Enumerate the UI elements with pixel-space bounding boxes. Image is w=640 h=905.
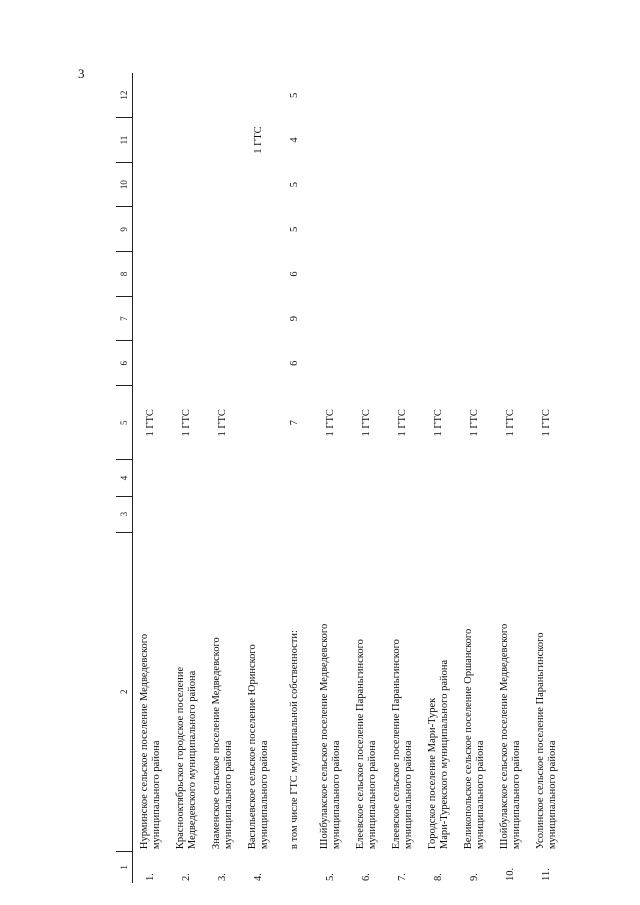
cell-c10 (457, 162, 493, 207)
cell-c7: 9 (289, 315, 300, 322)
cell-c11 (205, 118, 241, 163)
settlement-name-line-1: Усолинское сельское поселение Параньгинского (535, 632, 546, 850)
column-header: 4 (116, 460, 133, 496)
column-header: 3 (116, 496, 133, 532)
cell-c5: 1 ГТС (361, 409, 372, 437)
column-header: 1 (116, 851, 133, 883)
table-row (205, 73, 241, 883)
column-header: 11 (116, 118, 133, 163)
cell-c7 (493, 296, 529, 341)
cell-c11 (349, 118, 385, 163)
settlement-name (349, 532, 385, 851)
settlement-name-line-1: Шойбулакское сельское поселение Медведевского (319, 623, 330, 850)
cell-c11 (385, 118, 421, 163)
cell-c10 (349, 162, 385, 207)
row-number: 10. (505, 867, 516, 881)
cell-c5: 1 ГТС (541, 409, 552, 437)
row-number: 8. (433, 873, 444, 881)
cell-col-3 (349, 496, 385, 532)
cell-c9 (385, 207, 421, 252)
cell-c12 (349, 73, 385, 118)
cell-c6 (421, 341, 457, 386)
cell-c5: 1 ГТС (217, 409, 228, 437)
row-number: 7. (397, 873, 408, 881)
cell-c6 (205, 341, 241, 386)
settlement-name-line-1: Шойбулакское сельское поселение Медведевского (499, 623, 510, 850)
cell-c8: 6 (289, 271, 300, 277)
cell-c11 (457, 118, 493, 163)
cell-c7 (529, 296, 565, 341)
cell-c6: 6 (289, 360, 300, 366)
settlement-name (457, 532, 493, 851)
cell-c5: 1 ГТС (505, 409, 516, 437)
cell-col-4 (133, 460, 170, 496)
settlement-name-line-2: муниципального района (223, 740, 234, 850)
settlement-name-line-1: Елеевское сельское поселение Параньгинского (391, 639, 402, 850)
cell-col-3 (493, 496, 529, 532)
cell-col-3 (457, 496, 493, 532)
cell-c9 (421, 207, 457, 252)
settlement-name-line-2: муниципального района (547, 740, 558, 850)
row-number (277, 851, 313, 883)
cell-c8 (313, 252, 349, 297)
settlement-name-line-1: в том числе ГТС муниципальной собственности: (289, 630, 300, 850)
cell-c10 (493, 162, 529, 207)
cell-c6 (169, 341, 205, 386)
cell-c8 (133, 252, 170, 297)
settlement-name-line-2: муниципального района (403, 740, 414, 850)
settlement-name (313, 532, 349, 851)
table-header-row (116, 73, 133, 883)
settlement-name-line-1: Городское поселение Мари-Турек (427, 697, 438, 850)
cell-c10 (205, 162, 241, 207)
settlement-name-line-2: муниципального района (259, 740, 270, 850)
cell-c12 (313, 73, 349, 118)
cell-c12 (133, 73, 170, 118)
cell-col-4 (385, 460, 421, 496)
cell-c8 (349, 252, 385, 297)
settlement-name (205, 532, 241, 851)
table-row (457, 73, 493, 883)
cell-c9 (133, 207, 170, 252)
cell-c12 (241, 73, 277, 118)
cell-c11 (421, 118, 457, 163)
cell-c7 (133, 296, 170, 341)
cell-c8 (205, 252, 241, 297)
settlement-name-line-2: муниципального района (151, 740, 162, 850)
settlement-name-line-2: муниципального района (331, 740, 342, 850)
settlement-name-line-1: Знаменское сельское поселение Медведевского (211, 637, 222, 850)
table-row (169, 73, 205, 883)
cell-c10 (385, 162, 421, 207)
settlement-name-line-2: муниципального района (475, 740, 486, 850)
cell-c11 (529, 118, 565, 163)
cell-c9 (313, 207, 349, 252)
settlement-name-line-2: муниципального района (367, 740, 378, 850)
cell-c7 (241, 296, 277, 341)
cell-col-4 (457, 460, 493, 496)
cell-c6 (349, 341, 385, 386)
settlement-name-line-1: Великопольское сельское поселение Оршанского (463, 628, 474, 850)
cell-c5: 1 ГТС (397, 409, 408, 437)
cell-col-4 (277, 460, 313, 496)
row-number: 9. (469, 873, 480, 881)
settlement-name (169, 532, 205, 851)
page-number: 3 (78, 66, 85, 81)
cell-col-3 (277, 496, 313, 532)
table-row (385, 73, 421, 883)
settlement-name-line-1: Васильевское сельское поселение Юринского (247, 644, 258, 850)
cell-c12 (421, 73, 457, 118)
cell-c6 (313, 341, 349, 386)
cell-c6 (457, 341, 493, 386)
column-header: 10 (116, 162, 133, 207)
settlement-name (277, 532, 313, 851)
row-number: 4. (253, 873, 264, 881)
row-number: 5. (325, 873, 336, 881)
table-row (277, 73, 313, 883)
cell-c8 (493, 252, 529, 297)
cell-c12 (385, 73, 421, 118)
cell-col-3 (529, 496, 565, 532)
cell-col-4 (241, 460, 277, 496)
cell-col-3 (385, 496, 421, 532)
cell-c11 (133, 118, 170, 163)
cell-c5: 1 ГТС (433, 409, 444, 437)
column-header: 7 (116, 296, 133, 341)
table-row (313, 73, 349, 883)
cell-c8 (457, 252, 493, 297)
cell-c5: 1 ГТС (181, 409, 192, 437)
settlement-name (421, 532, 457, 851)
cell-col-4 (421, 460, 457, 496)
cell-c9 (349, 207, 385, 252)
cell-col-4 (313, 460, 349, 496)
settlement-name-line-1: Краснооктябрьское городское поселение (175, 666, 186, 850)
cell-c6 (133, 341, 170, 386)
row-number: 3. (217, 873, 228, 881)
cell-col-3 (241, 496, 277, 532)
cell-c5: 1 ГТС (469, 409, 480, 437)
gts-table (116, 73, 565, 883)
cell-c10 (421, 162, 457, 207)
settlement-name-line-1: Елеевское сельское поселение Параньгинского (355, 639, 366, 850)
cell-c5: 7 (289, 420, 300, 426)
cell-c12 (169, 73, 205, 118)
cell-c6 (385, 341, 421, 386)
column-header: 2 (116, 532, 133, 851)
cell-c9 (241, 207, 277, 252)
settlement-name (133, 532, 170, 851)
table-row (493, 73, 529, 883)
cell-c11 (169, 118, 205, 163)
cell-col-4 (169, 460, 205, 496)
cell-c9 (169, 207, 205, 252)
cell-c7 (169, 296, 205, 341)
cell-c7 (421, 296, 457, 341)
settlement-name (493, 532, 529, 851)
row-number: 6. (361, 873, 372, 881)
cell-c7 (385, 296, 421, 341)
cell-c11: 1 ГТС (253, 126, 264, 154)
cell-c10 (133, 162, 170, 207)
settlement-name-line-2: Медведевского муниципального района (187, 670, 198, 850)
cell-c6 (529, 341, 565, 386)
cell-c12 (529, 73, 565, 118)
cell-col-3 (169, 496, 205, 532)
cell-col-3 (205, 496, 241, 532)
cell-c5: 1 ГТС (325, 409, 336, 437)
cell-c9 (493, 207, 529, 252)
cell-c11 (493, 118, 529, 163)
cell-c8 (529, 252, 565, 297)
settlement-name-line-2: муниципального района (511, 740, 522, 850)
row-number: 11. (541, 868, 552, 881)
column-header: 9 (116, 207, 133, 252)
cell-c12 (493, 73, 529, 118)
cell-c5: 1 ГТС (145, 409, 156, 437)
table-row (133, 73, 170, 883)
cell-c9 (457, 207, 493, 252)
cell-col-3 (313, 496, 349, 532)
cell-c12 (457, 73, 493, 118)
cell-col-4 (493, 460, 529, 496)
cell-c7 (457, 296, 493, 341)
settlement-name (241, 532, 277, 851)
cell-c12 (205, 73, 241, 118)
settlement-name (529, 532, 565, 851)
cell-c12: 5 (289, 92, 300, 98)
cell-c9: 5 (289, 226, 300, 232)
cell-c8 (241, 252, 277, 297)
cell-c7 (205, 296, 241, 341)
cell-col-4 (205, 460, 241, 496)
settlement-name-line-2: Мари-Турекского муниципального района (439, 659, 450, 850)
table-row (421, 73, 457, 883)
cell-c10 (241, 162, 277, 207)
settlement-name (385, 532, 421, 851)
cell-c8 (169, 252, 205, 297)
cell-c11 (313, 118, 349, 163)
cell-c10: 5 (289, 182, 300, 188)
cell-c7 (349, 296, 385, 341)
row-number: 2. (181, 873, 192, 881)
cell-c10 (169, 162, 205, 207)
rotated-table-sheet (116, 73, 558, 883)
cell-col-4 (349, 460, 385, 496)
table-row (241, 73, 277, 883)
cell-c6 (493, 341, 529, 386)
cell-c10 (529, 162, 565, 207)
cell-col-3 (133, 496, 170, 532)
cell-col-4 (529, 460, 565, 496)
cell-c6 (241, 341, 277, 386)
cell-col-3 (421, 496, 457, 532)
cell-c9 (529, 207, 565, 252)
cell-c10 (313, 162, 349, 207)
cell-c8 (421, 252, 457, 297)
cell-c7 (313, 296, 349, 341)
column-header: 6 (116, 341, 133, 386)
cell-c9 (205, 207, 241, 252)
row-number: 1. (145, 873, 156, 881)
cell-c5 (241, 386, 277, 460)
settlement-name-line-1: Нурминское сельское поселение Медведевского (139, 633, 150, 850)
column-header: 12 (116, 73, 133, 118)
cell-c8 (385, 252, 421, 297)
column-header: 5 (116, 386, 133, 460)
table-row (529, 73, 565, 883)
table-row (349, 73, 385, 883)
cell-c11: 4 (289, 137, 300, 143)
column-header: 8 (116, 252, 133, 297)
